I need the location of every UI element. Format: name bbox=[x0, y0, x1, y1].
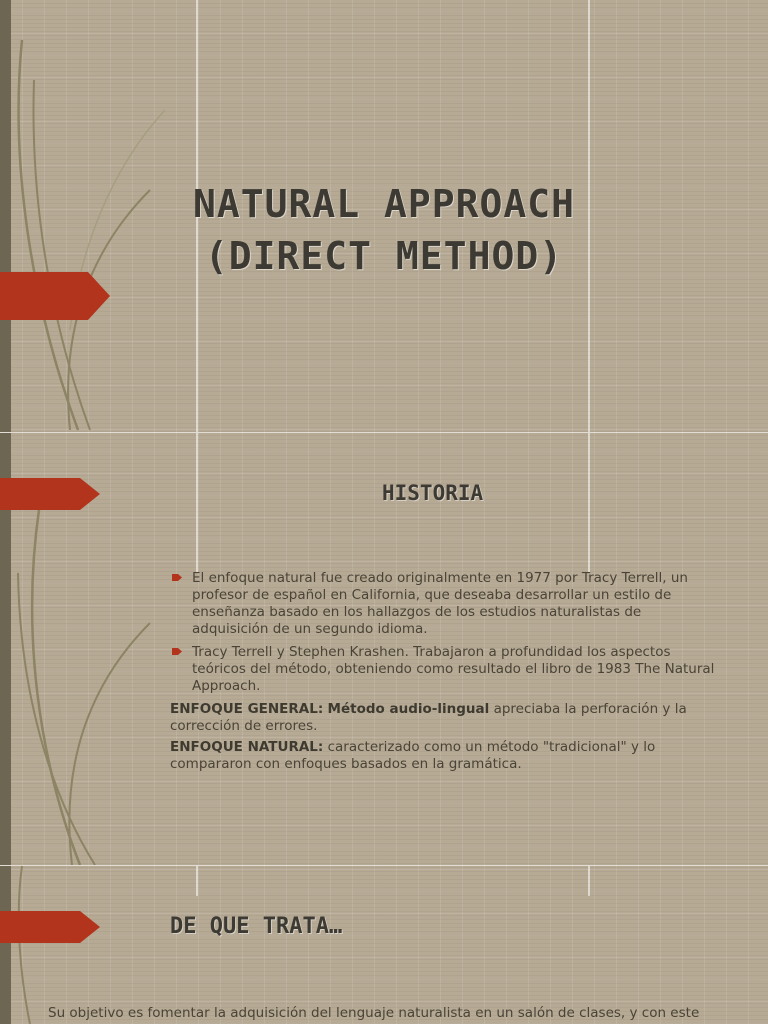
arrow-marker bbox=[0, 478, 100, 510]
bullet-arrow-icon bbox=[172, 574, 182, 581]
slide-title-line1: NATURAL APPROACH bbox=[192, 182, 576, 226]
slide-de-que-trata bbox=[0, 866, 768, 1024]
bullet-text: Tracy Terrell y Stephen Krashen. Trabajaron a profundidad los aspectos teóricos del método, obteniendo como resultado el libro de 1983 The Natural Approach. bbox=[192, 644, 715, 694]
vertical-guide-line bbox=[588, 866, 590, 896]
slide-title-line2: (DIRECT METHOD) bbox=[204, 234, 564, 278]
paragraph-text: caracterizado como un método "tradicional" y lo compararon con enfoques basados en la gramática. bbox=[170, 739, 656, 772]
bullet-item bbox=[170, 570, 715, 638]
bullet-arrow-icon bbox=[172, 648, 182, 655]
decorative-swoosh bbox=[0, 866, 200, 1024]
label-enfoque-natural: ENFOQUE NATURAL: bbox=[170, 739, 324, 755]
section-heading: DE QUE TRATA… bbox=[170, 914, 343, 939]
bullet-item bbox=[170, 644, 715, 695]
label-metodo-audio-lingual: Método audio-lingual bbox=[327, 701, 490, 717]
label-enfoque-general: ENFOQUE GENERAL: bbox=[170, 701, 324, 717]
historia-content bbox=[170, 570, 715, 777]
paragraph-enfoque-natural bbox=[170, 739, 715, 773]
bullet-text: El enfoque natural fue creado originalmente en 1977 por Tracy Terrell, un profesor de español en California, que deseaba desarrollar un estilo de enseñanza basado en los hallazgos de los estudios naturalistas de adquisición de un segundo idioma. bbox=[192, 570, 688, 637]
vertical-guide-line bbox=[588, 433, 590, 573]
arrow-marker bbox=[0, 911, 100, 943]
paragraph-enfoque-general bbox=[170, 701, 715, 735]
arrow-marker bbox=[0, 272, 110, 320]
slide-title bbox=[0, 0, 768, 432]
paragraph-text: apreciaba la perforación y la corrección de errores. bbox=[170, 701, 687, 734]
slide-body-text: Su objetivo es fomentar la adquisición del lenguaje naturalista en un salón de clases, y con este bbox=[48, 1005, 700, 1021]
slide-historia bbox=[0, 433, 768, 865]
section-heading: HISTORIA bbox=[382, 481, 484, 505]
